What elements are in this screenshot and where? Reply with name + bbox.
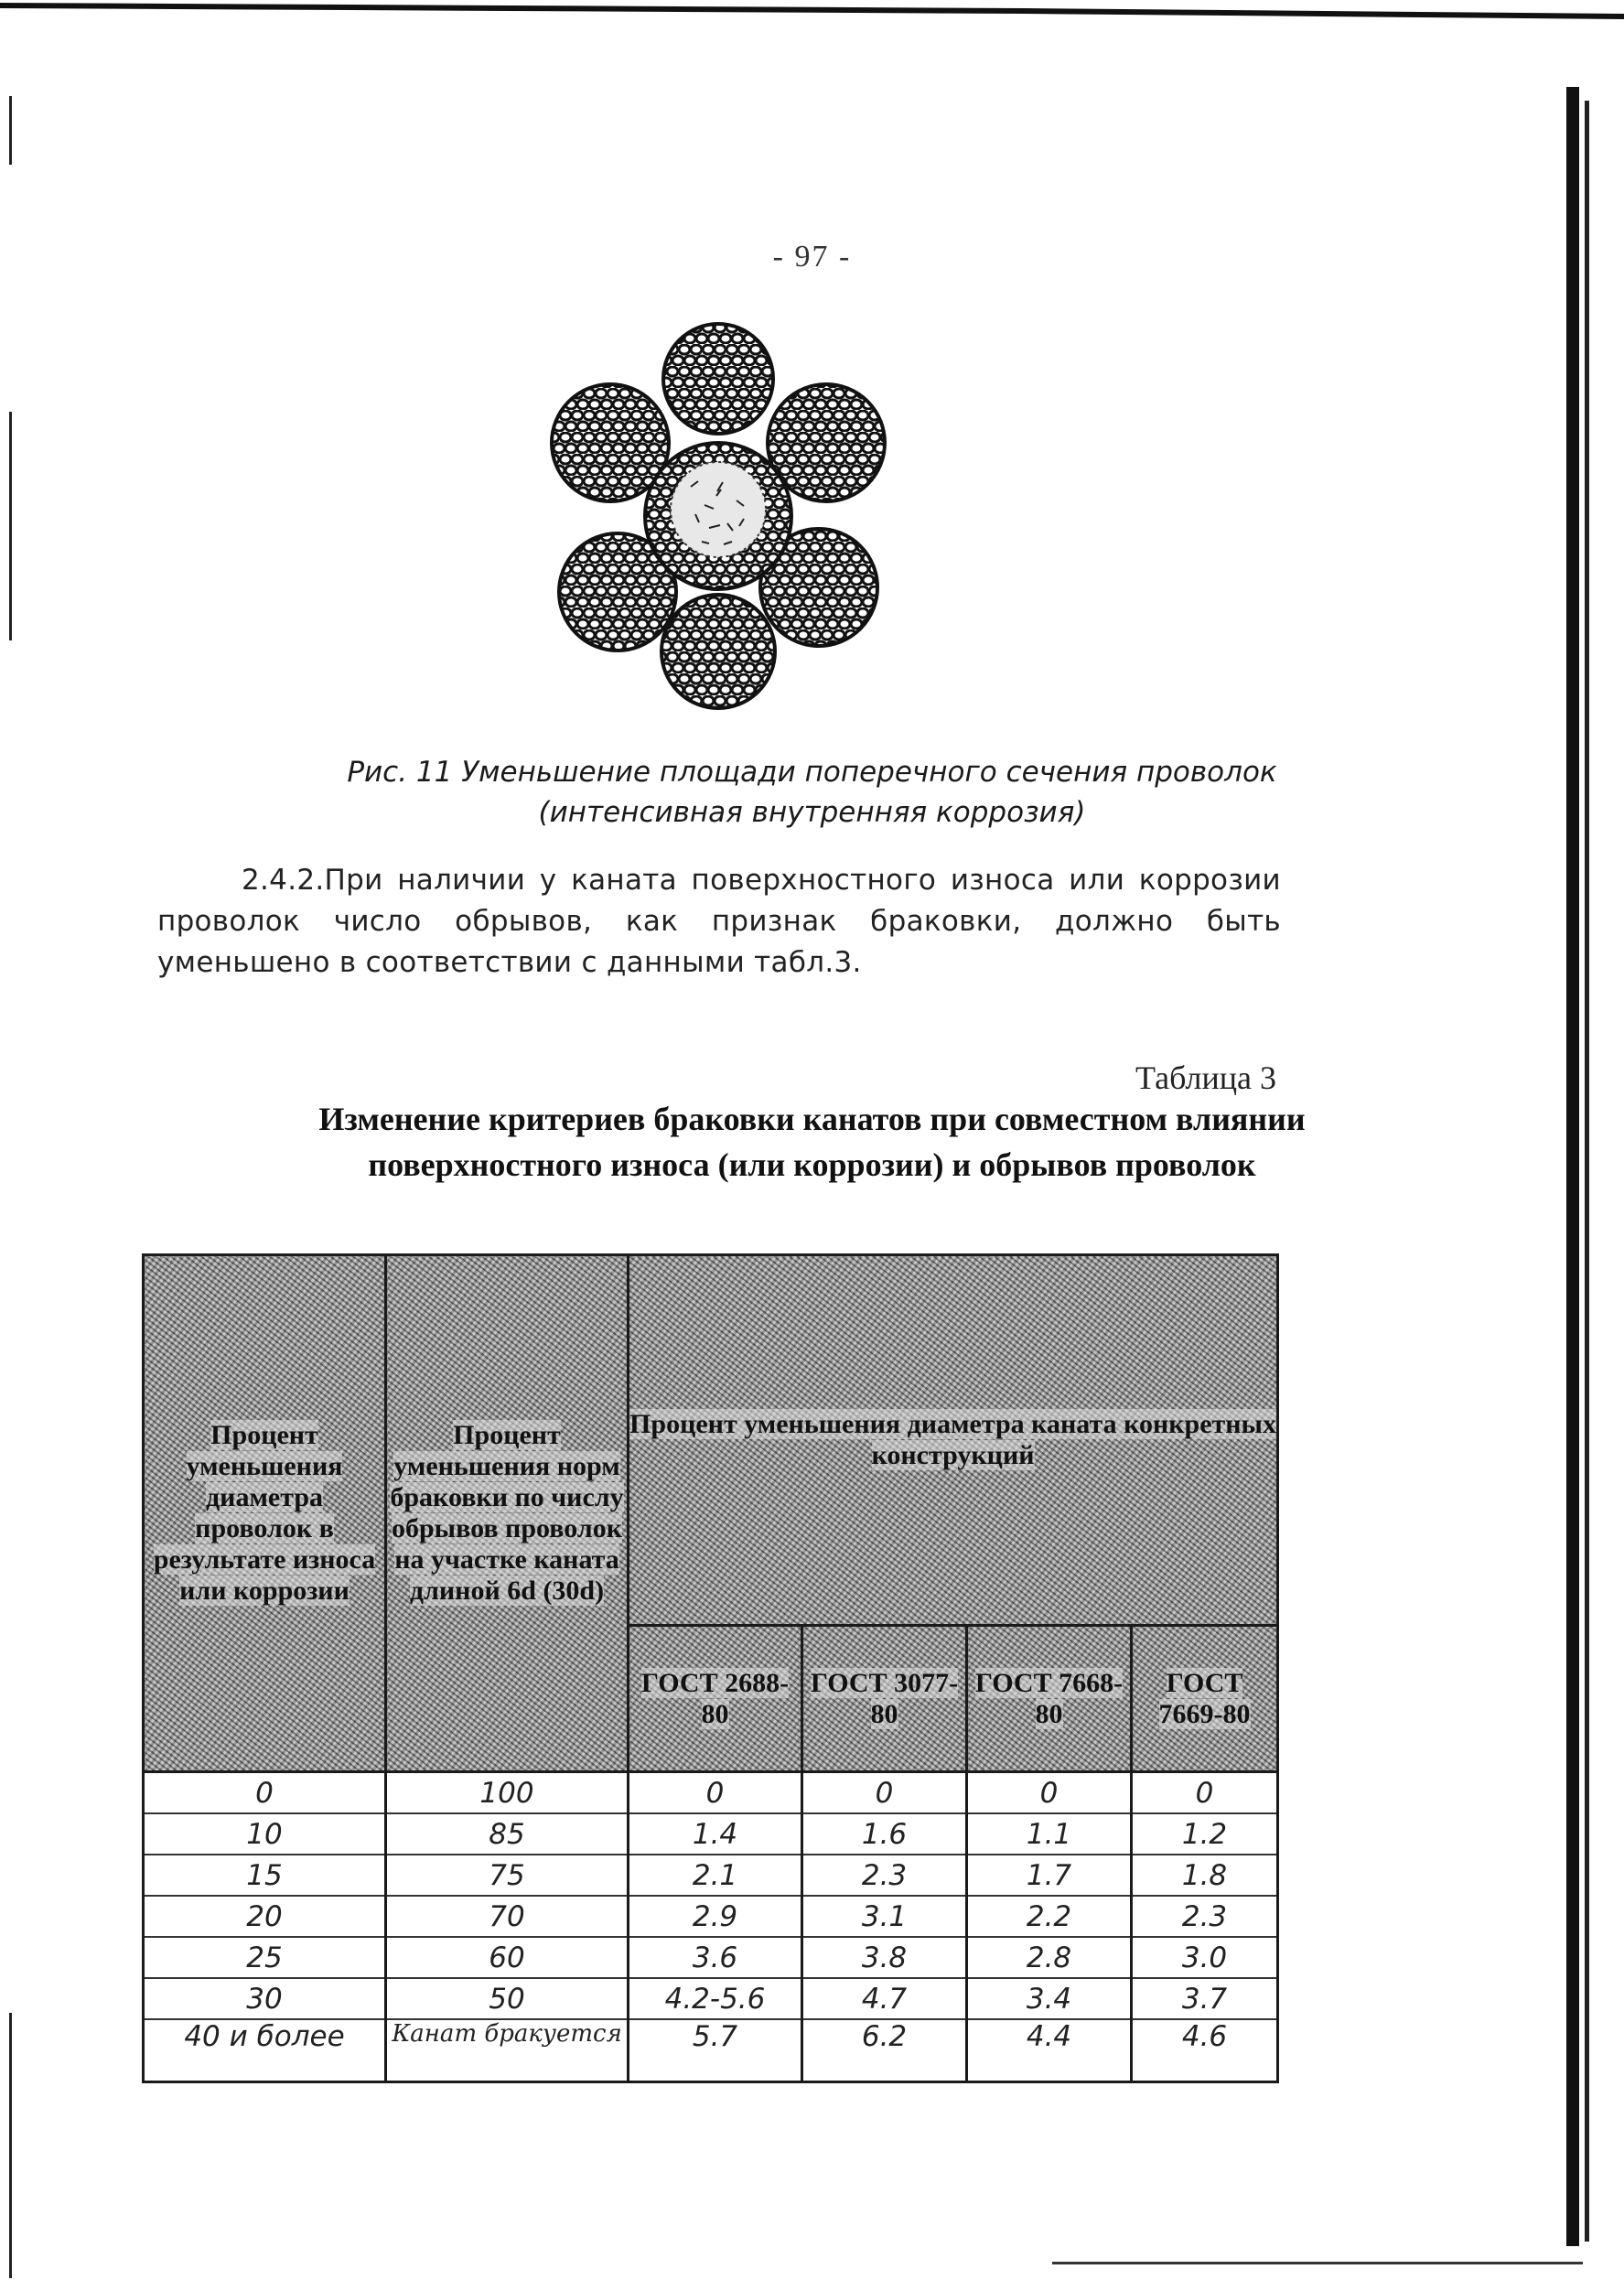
table-cell: 40 и более bbox=[144, 2019, 386, 2082]
table-cell: 6.2 bbox=[802, 2019, 967, 2082]
table-cell: 85 bbox=[386, 1813, 629, 1855]
table-cell: 1.8 bbox=[1132, 1855, 1278, 1896]
table-cell: 4.2-5.6 bbox=[629, 1978, 802, 2019]
table-cell: 1.2 bbox=[1132, 1813, 1278, 1855]
table-row bbox=[144, 1813, 1278, 1855]
left-edge-mark bbox=[9, 412, 12, 640]
table-cell: 70 bbox=[386, 1896, 629, 1937]
table-cell: 10 bbox=[144, 1813, 386, 1855]
table-cell: 1.6 bbox=[802, 1813, 967, 1855]
body-paragraph: 2.4.2.При наличии у каната поверхностного износа или коррозии проволок число обрывов, как признак браковки, должно быть уменьшено в соответствии с данными табл.3. bbox=[157, 864, 1281, 979]
header-gost-7669: ГОСТ 7669-80 bbox=[1132, 1626, 1278, 1772]
table-cell: 3.4 bbox=[967, 1978, 1132, 2019]
table-cell: 4.7 bbox=[802, 1978, 967, 2019]
criteria-table bbox=[142, 1253, 1276, 2104]
table-cell: 2.8 bbox=[967, 1937, 1132, 1978]
table-cell: 2.3 bbox=[1132, 1896, 1278, 1937]
header-gost-2688: ГОСТ 2688-80 bbox=[629, 1626, 802, 1772]
table-cell: 100 bbox=[386, 1772, 629, 1814]
top-edge-line bbox=[0, 0, 1624, 20]
table-row bbox=[144, 1855, 1278, 1896]
figure-caption-line1: Рис. 11 Уменьшение площади поперечного сечения проволок bbox=[347, 756, 1277, 789]
table-cell: 50 bbox=[386, 1978, 629, 2019]
table-cell: 60 bbox=[386, 1937, 629, 1978]
table-cell: 3.1 bbox=[802, 1896, 967, 1937]
table-row bbox=[144, 1937, 1278, 1978]
table-cell: 15 bbox=[144, 1855, 386, 1896]
table-cell: 3.7 bbox=[1132, 1978, 1278, 2019]
table-cell: 0 bbox=[144, 1772, 386, 1814]
table-cell: Канат бракуется bbox=[386, 2019, 629, 2082]
table-cell: 2.9 bbox=[629, 1896, 802, 1937]
figure-caption-line2: (интенсивная внутренняя коррозия) bbox=[538, 796, 1086, 829]
rope-cross-section-figure bbox=[535, 322, 901, 711]
table-cell: 1.7 bbox=[967, 1855, 1132, 1896]
table-row bbox=[144, 1896, 1278, 1937]
table-cell: 2.2 bbox=[967, 1896, 1132, 1937]
table-cell: 30 bbox=[144, 1978, 386, 2019]
table-cell: 0 bbox=[1132, 1772, 1278, 1814]
table-cell: 3.6 bbox=[629, 1937, 802, 1978]
table-cell: 2.3 bbox=[802, 1855, 967, 1896]
table-cell: 1.4 bbox=[629, 1813, 802, 1855]
table-cell: 2.1 bbox=[629, 1855, 802, 1896]
table-cell: 4.4 bbox=[967, 2019, 1132, 2082]
left-edge-mark bbox=[9, 2013, 12, 2278]
header-wire-diameter-reduction: Процент уменьшения диаметра проволок в результате износа или коррозии bbox=[144, 1255, 386, 1772]
table-cell: 4.6 bbox=[1132, 2019, 1278, 2082]
table-cell: 3.8 bbox=[802, 1937, 967, 1978]
table-cell: 75 bbox=[386, 1855, 629, 1896]
page-number: - 97 - bbox=[772, 240, 852, 274]
table-cell: 20 bbox=[144, 1896, 386, 1937]
header-gost-7668: ГОСТ 7668-80 bbox=[967, 1626, 1132, 1772]
bottom-edge-line bbox=[1052, 2262, 1583, 2264]
figure-caption bbox=[0, 752, 1624, 833]
header-break-norm-reduction: Процент уменьшения норм браковки по числу обрывов проволок на участке каната длиной 6d (30d) bbox=[386, 1255, 629, 1772]
table-cell: 0 bbox=[967, 1772, 1132, 1814]
table-cell: 0 bbox=[802, 1772, 967, 1814]
table-cell: 0 bbox=[629, 1772, 802, 1814]
table-label: Таблица 3 bbox=[1135, 1059, 1276, 1096]
table-cell: 25 bbox=[144, 1937, 386, 1978]
table-row bbox=[144, 2019, 1278, 2082]
table-title bbox=[0, 1096, 1624, 1188]
table-cell: 3.0 bbox=[1132, 1937, 1278, 1978]
table-row bbox=[144, 1772, 1278, 1814]
header-rope-diameter-reduction: Процент уменьшения диаметра каната конкретных конструкций bbox=[629, 1255, 1278, 1626]
left-edge-mark bbox=[9, 96, 12, 165]
table-cell: 1.1 bbox=[967, 1813, 1132, 1855]
table-row bbox=[144, 1978, 1278, 2019]
table-cell: 5.7 bbox=[629, 2019, 802, 2082]
header-gost-3077: ГОСТ 3077-80 bbox=[802, 1626, 967, 1772]
table-title-line2: поверхностного износа (или коррозии) и обрывов проволок bbox=[368, 1146, 1256, 1183]
table-title-line1: Изменение критериев браковки канатов при совместном влиянии bbox=[318, 1101, 1306, 1137]
